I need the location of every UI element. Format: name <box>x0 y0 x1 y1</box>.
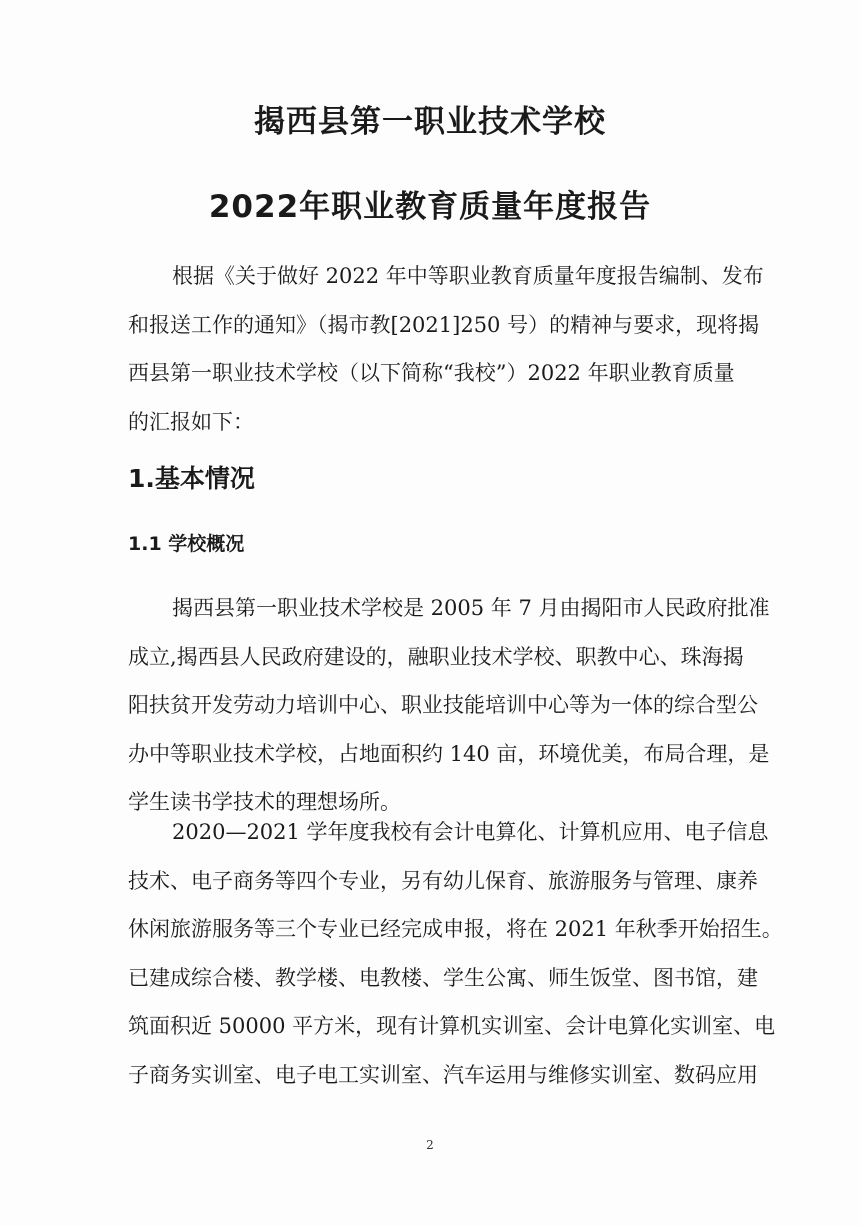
paragraph-line: 2020—2021 学年度我校有会计电算化、计算机应用、电子信息 <box>172 820 769 844</box>
subsection-heading-school-overview: 1.1 学校概况 <box>128 533 245 555</box>
paragraph-line: 休闲旅游服务等三个专业已经完成申报，将在 2021 年秋季开始招生。 <box>128 917 783 941</box>
intro-paragraph <box>128 252 764 446</box>
document-title-report: 2022年职业教育质量年度报告 <box>208 189 652 225</box>
intro-line: 和报送工作的通知》（揭市教[2021]250 号）的精神与要求，现将揭 <box>128 312 760 337</box>
paragraph-line: 学生读书学技术的理想场所。 <box>128 790 401 814</box>
paragraph-line: 已建成综合楼、教学楼、电教楼、学生公寓、师生饭堂、图书馆，建 <box>128 965 758 990</box>
intro-line: 西县第一职业技术学校（以下简称“我校”）2022 年职业教育质量 <box>128 361 735 385</box>
paragraph-line: 阳扶贫开发劳动力培训中心、职业技能培训中心等为一体的综合型公 <box>128 693 758 717</box>
paragraph-line: 技术、电子商务等四个专业，另有幼儿保育、旅游服务与管理、康养 <box>128 868 758 893</box>
intro-line: 的汇报如下： <box>128 409 254 434</box>
majors-facilities-paragraph <box>128 808 783 1099</box>
paragraph-line: 揭西县第一职业技术学校是 2005 年 7 月由揭阳市人民政府批准 <box>172 596 770 620</box>
paragraph-line: 成立,揭西县人民政府建设的，融职业技术学校、职教中心、珠海揭 <box>128 644 744 669</box>
paragraph-line: 子商务实训室、电子电工实训室、汽车运用与维修实训室、数码应用 <box>128 1062 758 1087</box>
intro-line: 根据《关于做好 2022 年中等职业教育质量年度报告编制、发布 <box>172 264 764 288</box>
paragraph-line: 筑面积近 50000 平方米，现有计算机实训室、会计电算化实训室、电 <box>128 1014 776 1038</box>
section-heading-basic-info: 1.基本情况 <box>128 464 255 493</box>
document-title-school: 揭西县第一职业技术学校 <box>254 104 606 140</box>
school-overview-paragraph <box>128 584 770 827</box>
paragraph-line: 办中等职业技术学校，占地面积约 140 亩，环境优美，布局合理，是 <box>128 741 770 766</box>
page-number: 2 <box>426 1138 434 1152</box>
